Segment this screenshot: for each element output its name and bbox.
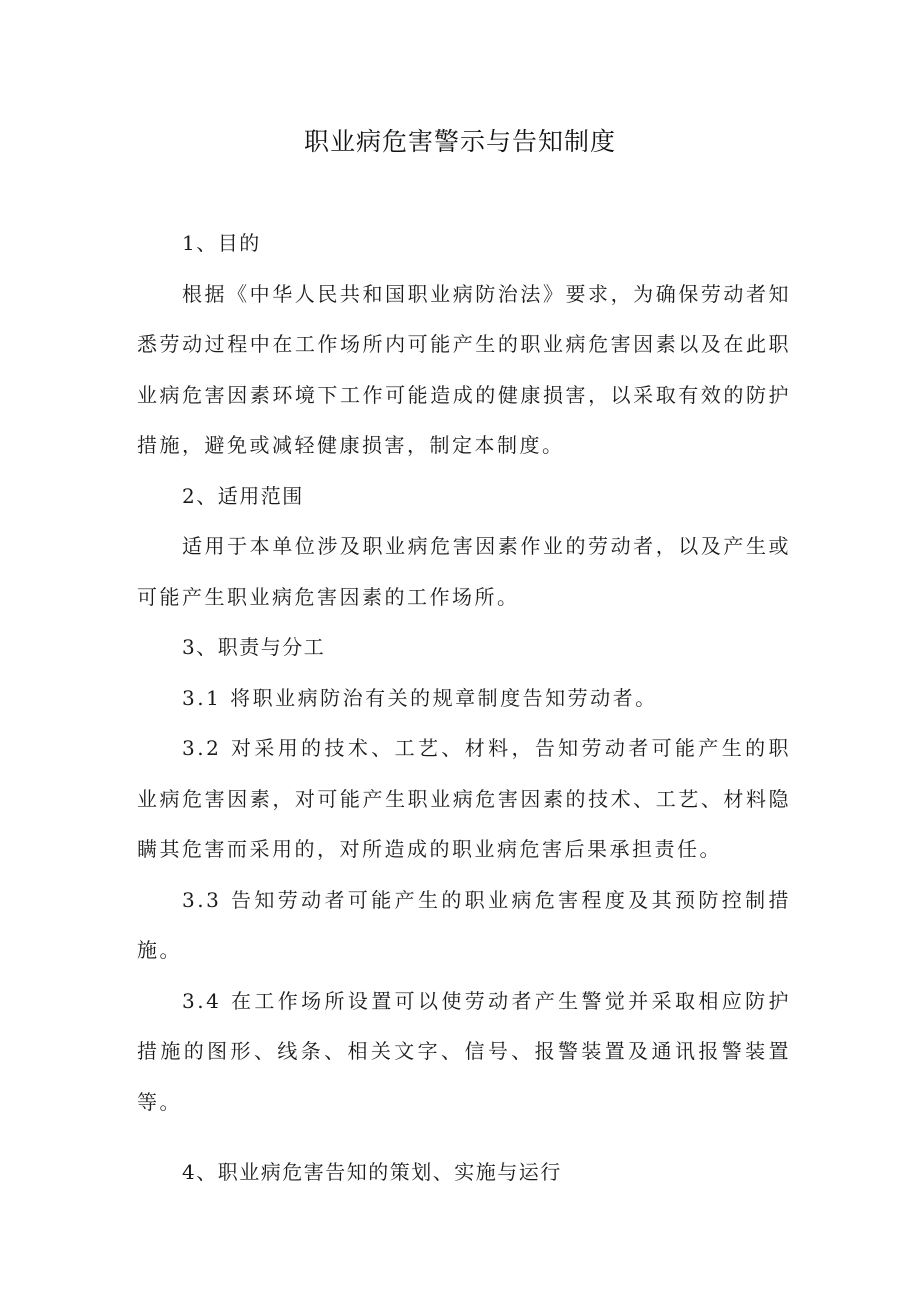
clause-3-2: 3.2 对采用的技术、工艺、材料，告知劳动者可能产生的职业病危害因素，对可能产生职业病危害因素的技术、工艺、材料隐瞒其危害而采用的，对所造成的职业病危害后果承担责任。 — [137, 736, 791, 861]
clause-3-3: 3.3 告知劳动者可能产生的职业病危害程度及其预防控制措施。 — [137, 887, 791, 962]
section-2-body: 适用于本单位涉及职业病危害因素作业的劳动者，以及产生或可能产生职业病危害因素的工作场所。 — [137, 534, 791, 609]
section-spacer — [137, 1127, 791, 1147]
section-4-heading: 4、职业病危害告知的策划、实施与运行 — [182, 1160, 562, 1184]
section-1-heading: 1、目的 — [182, 231, 261, 255]
section-3-heading: 3、职责与分工 — [182, 635, 326, 659]
document-body — [137, 218, 791, 1198]
document-title: 职业病危害警示与告知制度 — [303, 127, 616, 156]
clause-3-4: 3.4 在工作场所设置可以使劳动者产生警觉并采取相应防护措施的图形、线条、相关文字、信号、报警装置及通讯报警装置等。 — [137, 988, 791, 1114]
section-2-heading: 2、适用范围 — [182, 483, 304, 508]
section-1-body: 根据《中华人民共和国职业病防治法》要求，为确保劳动者知悉劳动过程中在工作场所内可能产生的职业病危害因素以及在此职业病危害因素环境下工作可能造成的健康损害，以采取有效的防护措施，避免或减轻健康损害，制定本制度。 — [137, 281, 791, 457]
clause-3-1: 3.1 将职业病防治有关的规章制度告知劳动者。 — [182, 685, 658, 710]
